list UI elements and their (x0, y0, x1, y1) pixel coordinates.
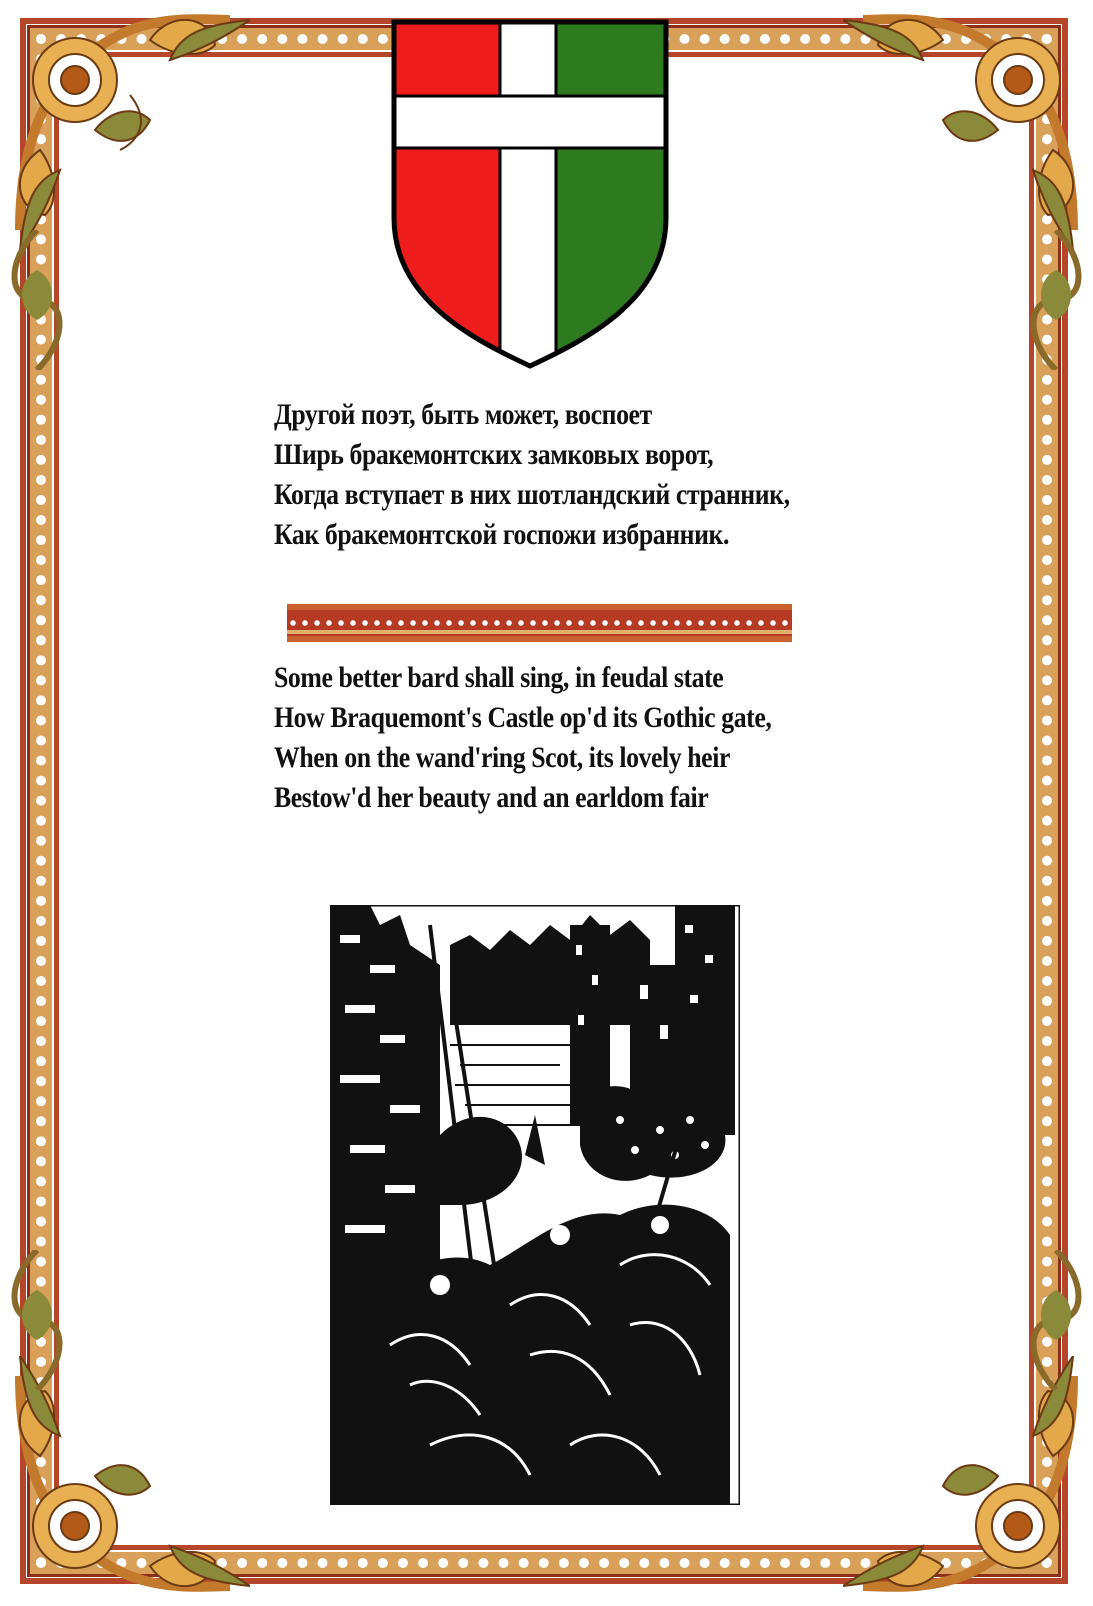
side-ornament-icon (1021, 230, 1091, 370)
corner-ornament-icon (843, 1356, 1093, 1606)
poem-line: Bestow'd her beauty and an earldom fair (274, 781, 709, 814)
poem-line: Другой поэт, быть может, воспоет (274, 398, 652, 431)
corner-ornament-icon (843, 0, 1093, 250)
shield-cross-icon (390, 18, 670, 370)
poem-line: Some better bard shall sing, in feudal state (274, 661, 724, 694)
poem-russian (274, 395, 894, 555)
side-ornament-icon (2, 1250, 72, 1390)
corner-ornament-icon (0, 1356, 250, 1606)
side-ornament-icon (1021, 1250, 1091, 1390)
corner-ornament-icon (0, 0, 250, 250)
poem-line: When on the wand'ring Scot, its lovely heir (274, 741, 730, 774)
poem-line: Ширь бракемонтских замковых ворот, (274, 438, 714, 471)
poem-line: How Braquemont's Castle op'd its Gothic gate, (274, 701, 772, 734)
poem-line: Когда вступает в них шотландский странник, (274, 478, 790, 511)
poem-english (274, 658, 894, 818)
decorative-divider (287, 604, 792, 642)
side-ornament-icon (2, 230, 72, 370)
castle-knights-engraving-icon (330, 905, 740, 1505)
poem-line: Как бракемонтской госпожи избранник. (274, 518, 729, 551)
